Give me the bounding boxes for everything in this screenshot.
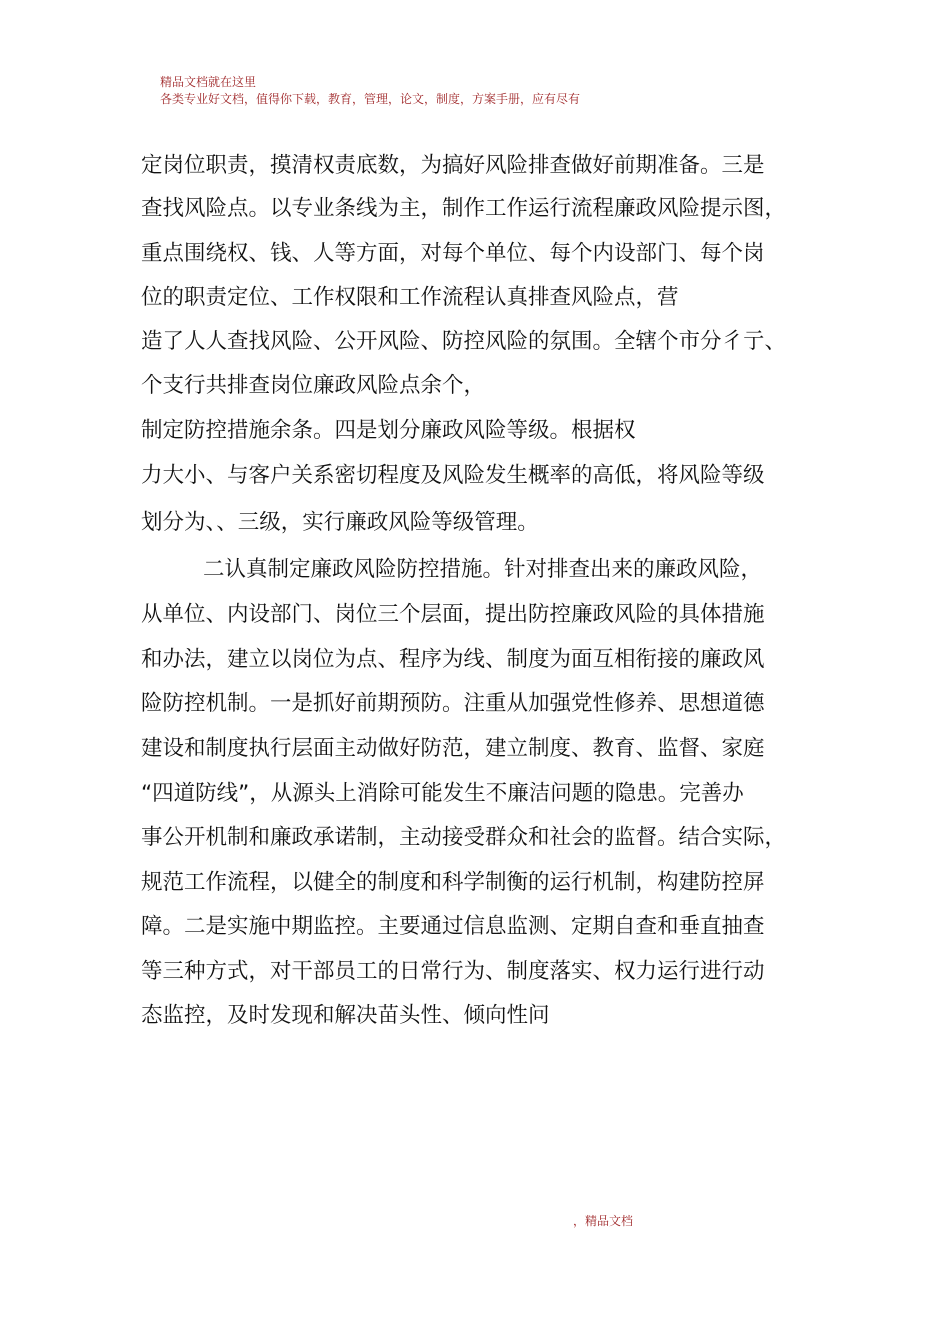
paragraph-line: 建设和制度执行层面主动做好防范，建立制度、教育、监督、家庭 — [141, 736, 765, 761]
paragraph-line: 从单位、内设部门、岗位三个层面，提出防控廉政风险的具体措施 — [141, 602, 765, 627]
paragraph-line: 重点围绕权、钱、人等方面，对每个单位、每个内设部门、每个岗 — [141, 241, 765, 266]
paragraph-line: 二认真制定廉政风险防控措施。针对排查出来的廉政风险， — [203, 557, 763, 582]
paragraph-line: 和办法，建立以岗位为点、程序为线、制度为面互相衔接的廉政风 — [141, 647, 765, 672]
header-subtitle: 各类专业好文档，值得你下载，教育，管理，论文，制度，方案手册，应有尽有 — [160, 92, 581, 106]
paragraph-line: “四道防线”，从源头上消除可能发生不廉洁问题的隐患。完善办 — [141, 781, 744, 806]
paragraph-line: 规范工作流程，以健全的制度和科学制衡的运行机制，构建防控屏 — [141, 870, 765, 895]
paragraph-line: 等三种方式，对干部员工的日常行为、制度落实、权力运行进行动 — [141, 959, 765, 984]
paragraph-line: 制定防控措施余条。四是划分廉政风险等级。根据权 — [141, 418, 636, 443]
paragraph-line: 险防控机制。一是抓好前期预防。注重从加强党性修养、思想道德 — [141, 691, 765, 716]
paragraph-line: 态监控，及时发现和解决苗头性、倾向性问 — [141, 1003, 550, 1028]
paragraph-line: 个支行共排查岗位廉政风险点余个， — [141, 373, 486, 398]
paragraph-line: 定岗位职责，摸清权责底数，为搞好风险排查做好前期准备。三是 — [141, 153, 765, 178]
header-title: 精品文档就在这里 — [160, 75, 257, 89]
paragraph-line: 划分为、、三级，实行廉政风险等级管理。 — [141, 510, 539, 535]
paragraph-line: 障。二是实施中期监控。主要通过信息监测、定期自查和垂直抽查 — [141, 914, 765, 939]
paragraph-line: 造了人人查找风险、公开风险、防控风险的氛围。全辖个市分彳亍、 — [141, 329, 787, 354]
paragraph-line: 事公开机制和廉政承诺制，主动接受群众和社会的监督。结合实际， — [141, 825, 787, 850]
paragraph-line: 查找风险点。以专业条线为主，制作工作运行流程廉政风险提示图， — [141, 196, 787, 221]
page-footer: ，精品文档 — [573, 1214, 634, 1228]
page-header — [160, 74, 580, 108]
paragraph-line: 力大小、与客户关系密切程度及风险发生概率的高低，将风险等级 — [141, 463, 765, 488]
paragraph-line: 位的职责定位、工作权限和工作流程认真排查风险点，营 — [141, 285, 679, 310]
